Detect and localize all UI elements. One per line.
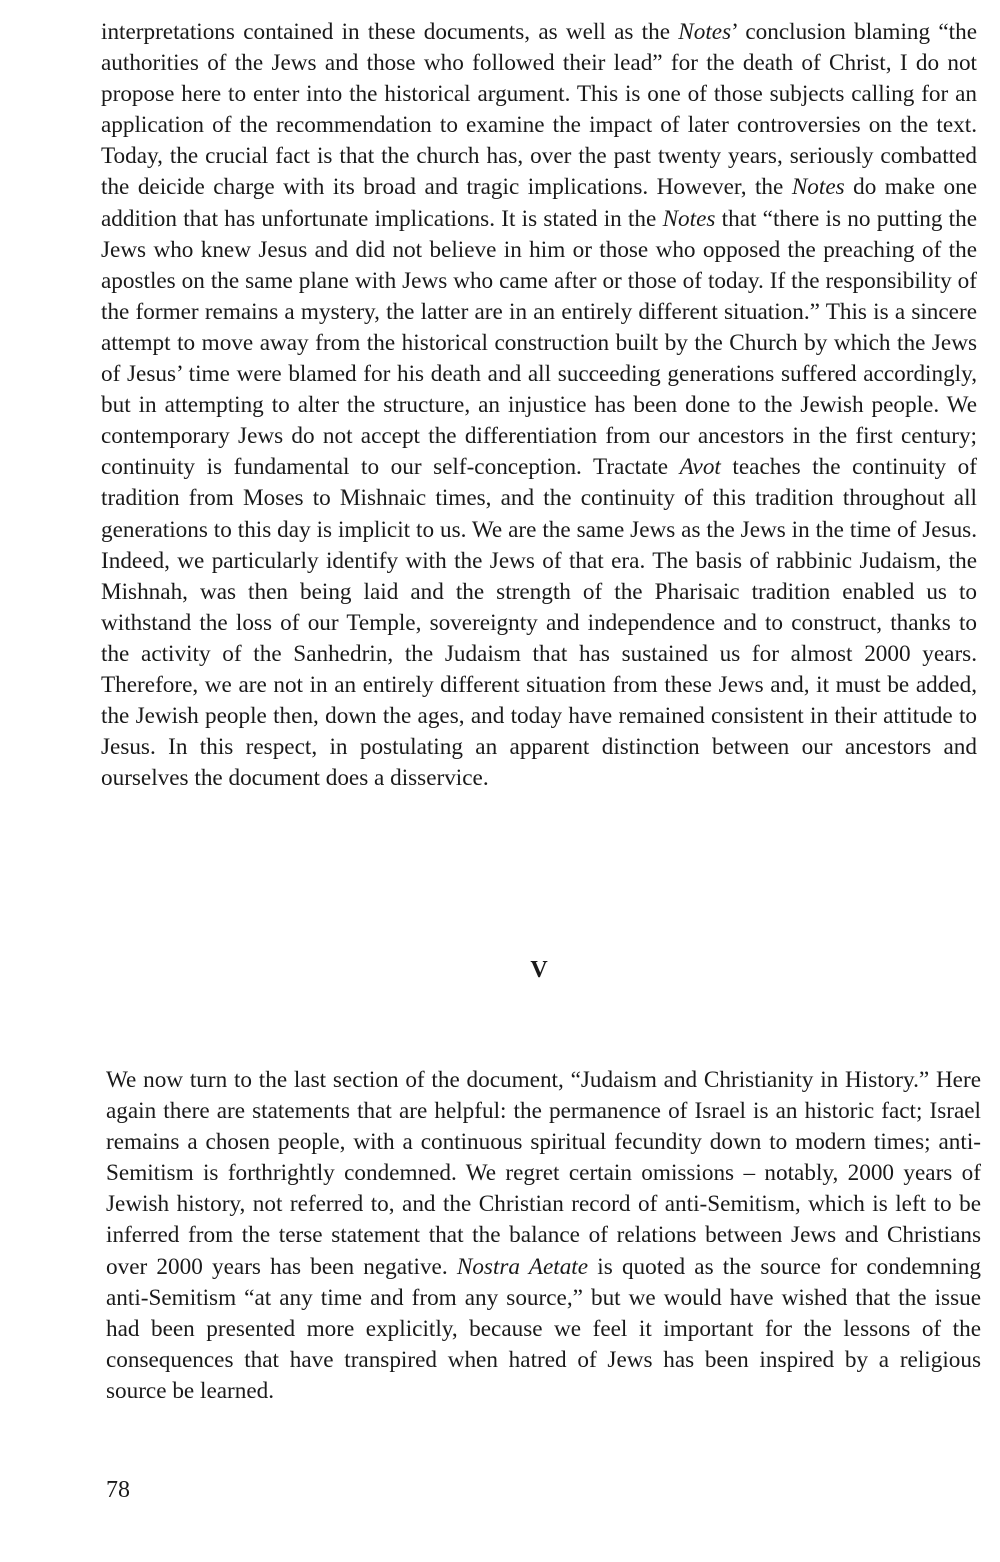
italic-title-text: Notes xyxy=(662,205,716,232)
paragraph-text-run: We now turn to the last section of the document, “Judaism and Christianity in History.” Here again there are statements that are helpful: the permanence of Israel is an historic fact; Israel remains a chosen people, with a continuous spiritual fecundity down to modern times; anti-Semitism is forthrightly condemned. We regret certain omissions – notably, 2000 years of Jewish history, not referred to, and the Christian record of anti-Semitism, which is left to be inferred from the terse statement that the balance of relations between Jews and Christians over 2000 years has been negative. xyxy=(106,1067,981,1280)
body-paragraph-1 xyxy=(101,17,977,794)
paragraph-text-run: interpretations contained in these documents, as well as the xyxy=(101,19,679,45)
body-paragraph-2 xyxy=(106,1065,981,1407)
italic-title-text: Notes xyxy=(791,174,845,201)
paragraph-text-run: ’ conclusion blaming “the authorities of the Jews and those who followed their lead” for the death of Christ, I do not propose here to enter into the historical argument. This is one of those subjects calling for an application of the recommendation to examine the impact of later controversies on the text. Today, the crucial fact is that the church has, over the past twenty years, seriously combatted the deicide charge with its broad and tragic implications. However, the xyxy=(101,19,977,201)
italic-title-text: Nostra Aetate xyxy=(456,1253,589,1280)
paragraph-text-run: do make one addition that has unfortunate implications. It is stated in the xyxy=(101,174,977,232)
page-number: 78 xyxy=(106,1477,130,1503)
paragraph-text-run: is quoted as the source for condemning anti-Semitism “at any time and from any source,” but we would have wished that the issue had been presented more explicitly, because we feel it important for the lessons of the consequences that have transpired when hatred of Jews has been inspired by a religious source be learned. xyxy=(106,1253,981,1404)
italic-title-text: Notes xyxy=(678,19,732,45)
paragraph-text-run: teaches the continuity of tradition from Moses to Mishnaic times, and the continuity of this tradition throughout all generations to this day is implicit to us. We are the same Jews as the Jews in the time of Jesus. Indeed, we particularly identify with the Jews of that era. The basis of rabbinic Judaism, the Mishnah, was then being laid and the strength of the Pharisaic tradition enabled us to withstand the loss of our Temple, sovereignty and independence and to construct, thanks to the activity of the Sanhedrin, the Judaism that has sustained us for almost 2000 years. Therefore, we are not in an entirely different situation from these Jews and, it must be added, the Jewish people then, down the ages, and today have remained consistent in their attitude to Jesus. In this respect, in postulating an apparent distinction between our ancestors and ourselves the document does a disservice. xyxy=(101,454,977,792)
paragraph-text-run: that “there is no putting the Jews who knew Jesus and did not believe in him or those who opposed the preaching of the apostles on the same plane with Jews who came after or those of today. If the responsibility of the former remains a mystery, the latter are in an entirely different situation.” This is a sincere attempt to move away from the historical construction built by the Church by which the Jews of Jesus’ time were blamed for his death and all succeeding generations suffered accordingly, but in attempting to alter the structure, an injustice has been done to the Jewish people. We contemporary Jews do not accept the differentiation from our ancestors in the first century; continuity is fundamental to our self-conception. Tractate xyxy=(101,205,977,481)
italic-title-text: Avot xyxy=(679,454,721,481)
section-heading: V xyxy=(530,957,548,983)
